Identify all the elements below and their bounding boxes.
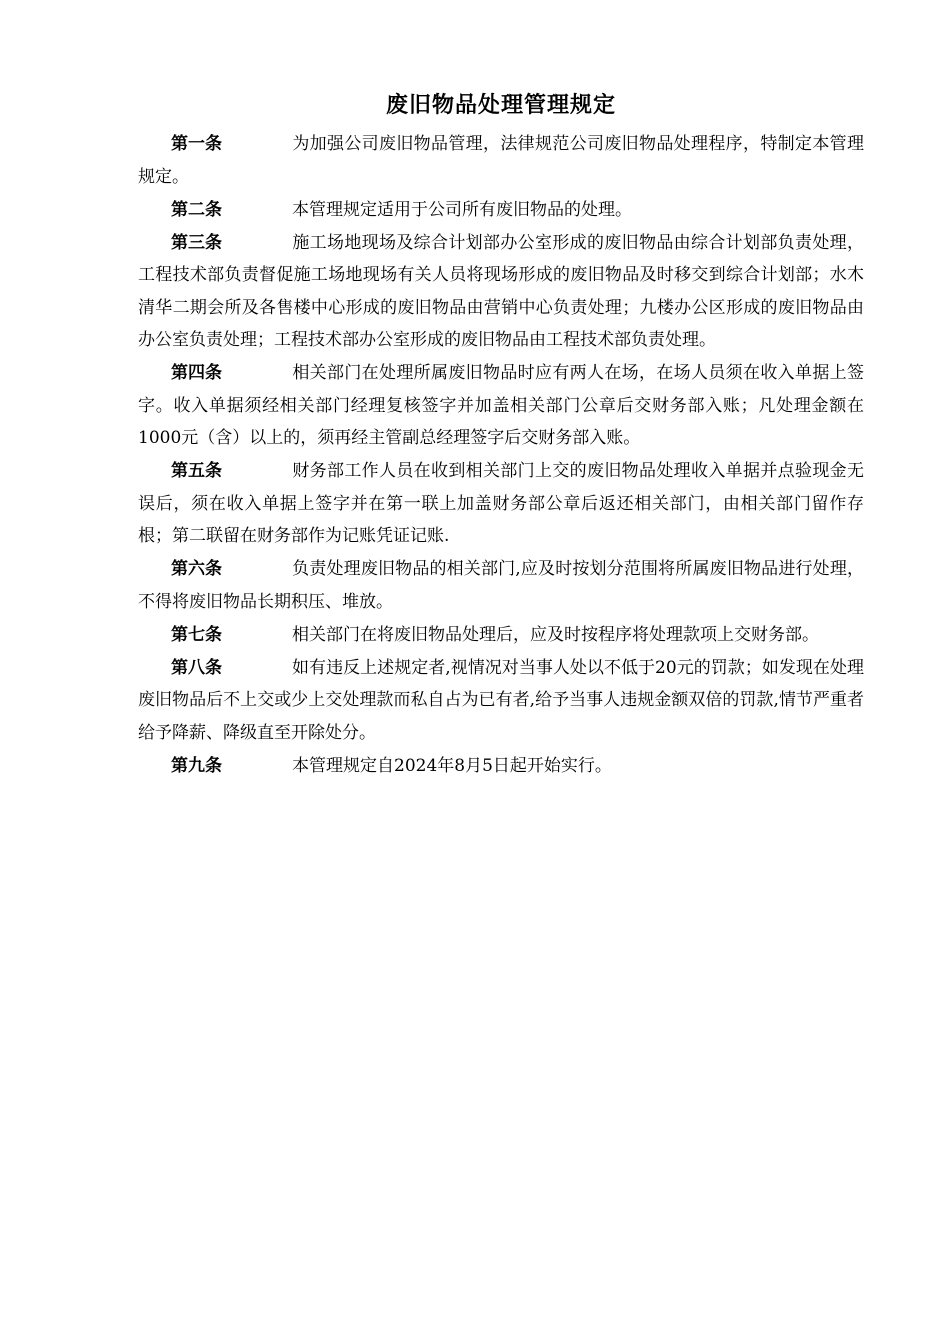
article-label: 第四条 xyxy=(171,363,222,383)
article-label: 第九条 xyxy=(171,755,222,776)
article-6 xyxy=(138,553,864,618)
article-label: 第七条 xyxy=(171,624,222,645)
article-8 xyxy=(138,652,864,750)
document-page xyxy=(138,86,864,783)
article-text: 为加强公司废旧物品管理，法律规范公司废旧物品处理程序，特制定本管理规定。 xyxy=(138,134,864,187)
article-label: 第一条 xyxy=(171,134,222,154)
article-label: 第八条 xyxy=(171,657,222,678)
article-text: 如有违反上述规定者,视情况对当事人处以不低于20元的罚款；如发现在处理废旧物品后不上交或少上交处理款而私自占为已有者,给予当事人违规金额双倍的罚款,情节严重者给予降薪、降级直至开除处分。 xyxy=(138,657,864,743)
document-title: 废旧物品处理管理规定 xyxy=(385,93,616,118)
article-text: 本管理规定适用于公司所有废旧物品的处理。 xyxy=(292,199,632,220)
article-7 xyxy=(138,619,864,652)
article-2 xyxy=(138,194,864,227)
article-label: 第二条 xyxy=(171,199,222,220)
article-label: 第三条 xyxy=(171,232,222,253)
article-text: 施工场地现场及综合计划部办公室形成的废旧物品由综合计划部负责处理，工程技术部负责督促施工场地现场有关人员将现场形成的废旧物品及时移交到综合计划部；水木清华二期会所及各售楼中心形成的废旧物品由营销中心负责处理；九楼办公区形成的废旧物品由办公室负责处理；工程技术部办公室形成的废旧物品由工程技术部负责处理。 xyxy=(138,232,864,350)
article-5 xyxy=(138,455,864,553)
article-label: 第六条 xyxy=(171,559,222,579)
article-label: 第五条 xyxy=(171,461,222,481)
article-9 xyxy=(138,750,864,783)
article-text: 本管理规定自2024年8月5日起开始实行。 xyxy=(292,755,612,776)
article-4 xyxy=(138,357,864,455)
article-text: 负责处理废旧物品的相关部门,应及时按划分范围将所属废旧物品进行处理，不得将废旧物品长期积压、堆放。 xyxy=(138,559,864,612)
article-text: 相关部门在将废旧物品处理后，应及时按程序将处理款项上交财务部。 xyxy=(292,624,819,645)
article-text: 财务部工作人员在收到相关部门上交的废旧物品处理收入单据并点验现金无误后，须在收入单据上签字并在第一联上加盖财务部公章后返还相关部门，由相关部门留作存根；第二联留在财务部作为记账凭证记账. xyxy=(138,461,864,546)
article-3 xyxy=(138,227,864,357)
article-1 xyxy=(138,128,864,193)
article-text: 相关部门在处理所属废旧物品时应有两人在场，在场人员须在收入单据上签字。收入单据须经相关部门经理复核签字并加盖相关部门公章后交财务部入账；凡处理金额在1000元（含）以上的，须再经主管副总经理签字后交财务部入账。 xyxy=(138,363,864,448)
